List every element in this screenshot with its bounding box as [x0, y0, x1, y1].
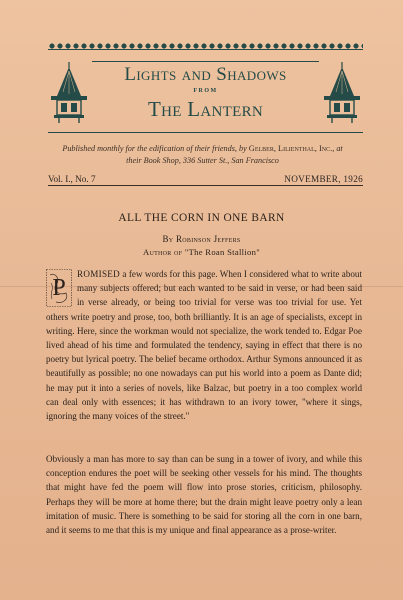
decorative-border-ornament: [48, 42, 363, 50]
masthead: [48, 42, 363, 137]
author-credit: [40, 247, 363, 257]
article-byline: By Robinson Jeffers: [162, 234, 241, 244]
masthead-top-rule: [92, 61, 319, 62]
publication-note: [60, 143, 345, 167]
masthead-bottom-rule: [48, 132, 363, 133]
lantern-icon: [321, 62, 363, 124]
opening-word: ROMISED: [77, 269, 121, 279]
masthead-from-label: FROM: [193, 88, 218, 94]
lantern-icon: [48, 62, 90, 124]
masthead-title-line1: Lights and Shadows: [124, 64, 287, 85]
volume-number: Vol. I., No. 7: [48, 174, 96, 184]
publication-note-text: Published monthly for the edification of their friends, by: [62, 144, 249, 153]
masthead-title-line2: The Lantern: [147, 97, 264, 121]
article-title: ALL THE CORN IN ONE BARN: [118, 212, 285, 224]
author-credit-prefix: Author of: [142, 247, 185, 257]
issue-rule: [48, 185, 363, 186]
author-credit-work: "The Roan Stallion": [184, 247, 261, 257]
article-paragraph-1: [46, 267, 362, 423]
paragraph-1-text: a few words for this page. When I considered what to write about many subjects offered; but each wanted to be said in verse, or had been said in verse already, or being too trivial for verse was too trivial for use. Yet others write poetry and prose, too, both brilliantly. It is an age of specialists, except in writing. Here, since the workman would not specialize, the work tended to. Edgar Poe lived ahead of his time and formulated the tendency, saying in effect that there is no poetry but lyrical poetry. The belief became orthodox. Arthur Symons announced it as beautifully as possible; no one nowadays can put his world into a poem as Dante did; he may put it into a series of novels, like Balzac, but poetry in a too complex world can deal only with essences; it has withdrawn to an ivory tower, "where it sings, ignoring the many voices of the street.": [46, 269, 362, 422]
ornate-drop-cap: [46, 269, 72, 307]
publisher-name: Gelber, Lilienthal, Inc.: [248, 144, 333, 153]
drop-cap-letter: P: [52, 275, 66, 301]
publication-note-address: , at their Book Shop, 336 Sutter St., San Francisco: [126, 144, 343, 165]
article-paragraph-2: Obviously a man has more to say than can be sung in a tower of ivory, and while this conception endures the poet will be seeking other vessels for his mind. The thoughts that might have fed the poem will flow into prose stories, criticism, philosophy. Perhaps they will be more at home there; but the drain might leave poetry only a lean imitation of music. There is something to be said for storing all the corn in one barn, and it seems to me that this is my unique and final appearance as a prose-writer.: [46, 454, 362, 536]
issue-date: NOVEMBER, 1926: [284, 174, 363, 184]
